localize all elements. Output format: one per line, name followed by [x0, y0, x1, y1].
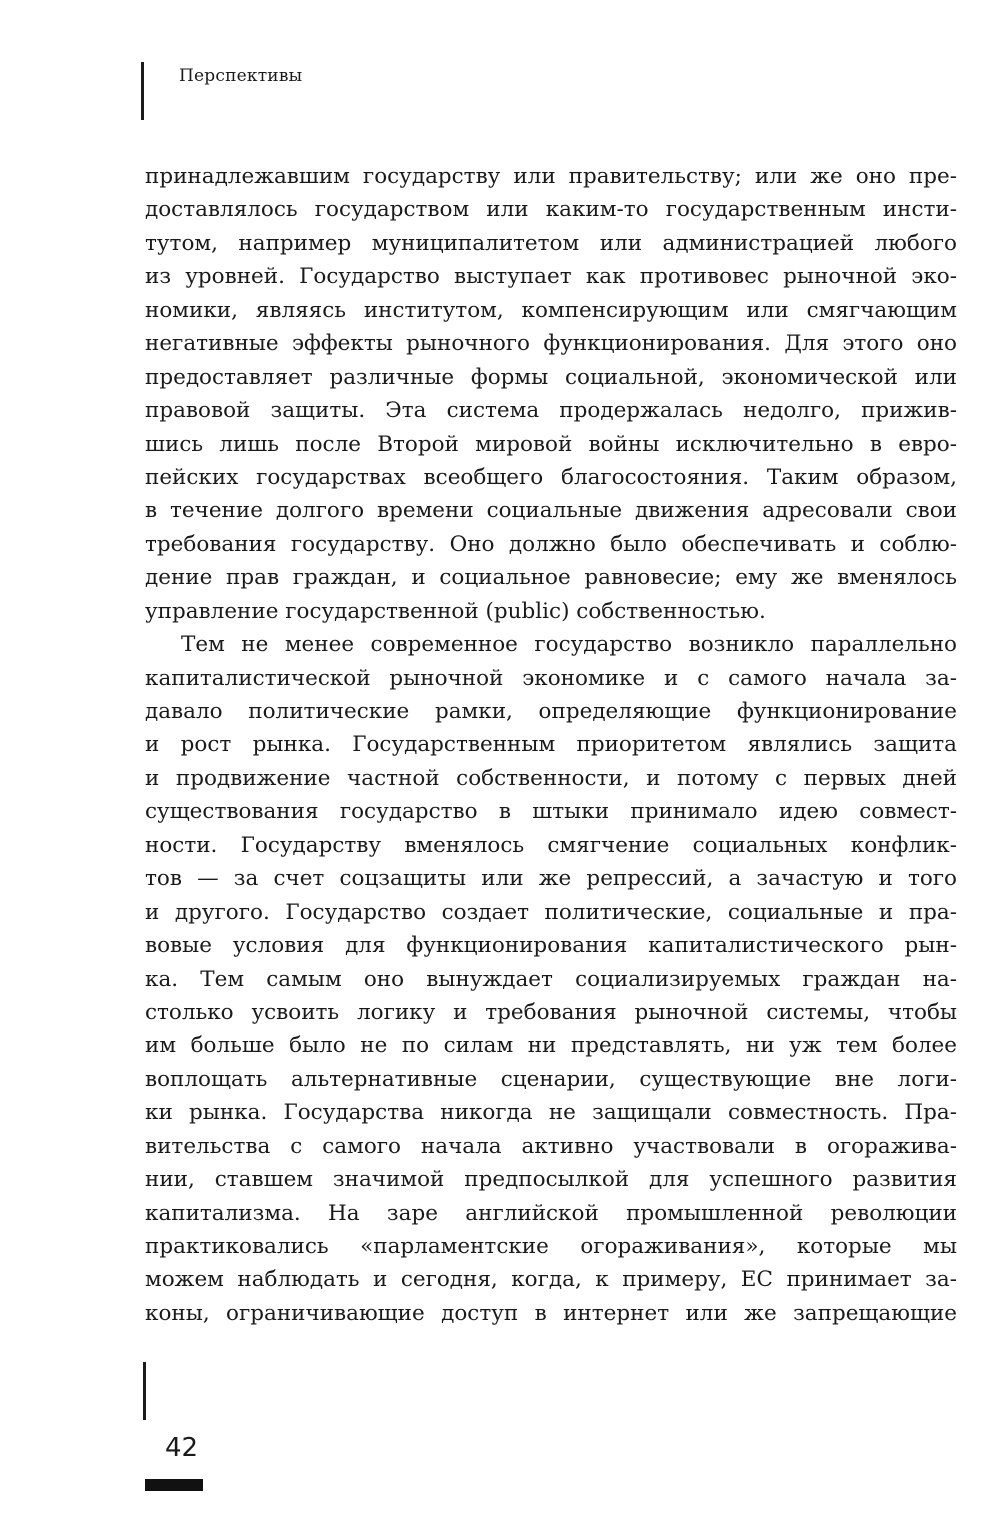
body-text [145, 160, 957, 1330]
text-line: негативные эффекты рыночного функционирования. Для этого оно [145, 331, 957, 357]
text-line: и другого. Государство создает политические, социальные и пра- [145, 899, 957, 925]
page-number: 42 [165, 1433, 199, 1463]
text-line: нии, ставшем значимой предпосылкой для успешного развития [145, 1167, 957, 1193]
text-line: требования государству. Оно должно было обеспечивать и соблю- [145, 531, 957, 557]
footer-vertical-rule [143, 1362, 146, 1420]
text-line: можем наблюдать и сегодня, когда, к примеру, ЕС принимает за- [145, 1267, 957, 1293]
text-line: вительства с самого начала активно участвовали в огоражива- [145, 1133, 957, 1159]
text-line: управление государственной (public) собственностью. [145, 598, 766, 624]
text-line: капиталистической рыночной экономике и с самого начала за- [145, 665, 957, 691]
text-line: в течение долгого времени социальные движения адресовали свои [145, 498, 957, 524]
paragraph [145, 628, 957, 1330]
text-line: тутом, например муниципалитетом или администрацией любого [145, 230, 957, 256]
text-line: номики, являясь институтом, компенсирующим или смягчающим [145, 297, 957, 323]
text-line: ки рынка. Государства никогда не защищали совместность. Пра- [145, 1100, 957, 1126]
text-line: Тем не менее современное государство возникло параллельно [181, 632, 957, 658]
text-line: давало политические рамки, определяющие функционирование [145, 699, 957, 724]
text-line: практиковались «парламентские огораживания», которые мы [145, 1234, 957, 1259]
text-line: и рост рынка. Государственным приоритетом являлись защита [145, 732, 957, 758]
text-line: и продвижение частной собственности, и потому с первых дней [145, 765, 957, 791]
text-line: коны, ограничивающие доступ в интернет или же запрещающие [145, 1300, 957, 1326]
text-line: столько усвоить логику и требования рыночной системы, чтобы [145, 999, 957, 1025]
text-line: шись лишь после Второй мировой войны исключительно в евро- [145, 431, 957, 457]
text-line: ка. Тем самым оно вынуждает социализируемых граждан на- [145, 966, 957, 992]
text-line: вовые условия для функционирования капиталистического рын- [145, 933, 957, 959]
text-line: тов — за счет соцзащиты или же репрессий, а зачастую и того [145, 866, 957, 892]
text-line: предоставляет различные формы социальной, экономической или [145, 364, 957, 390]
text-line: принадлежавшим государству или правительству; или же оно пре- [145, 164, 957, 189]
paragraph [145, 160, 957, 628]
page-number-bar [145, 1479, 203, 1491]
text-line: из уровней. Государство выступает как противовес рыночной эко- [145, 264, 957, 290]
running-head-title: Перспективы [179, 66, 303, 86]
header-vertical-rule [141, 62, 144, 120]
text-line: существования государство в штыки принимало идею совмест- [145, 799, 957, 825]
text-line: капитализма. На заре английской промышленной революции [145, 1200, 957, 1226]
text-line: им больше было не по силам ни представлять, ни уж тем более [145, 1033, 957, 1059]
text-line: правовой защиты. Эта система продержалась недолго, прижив- [145, 398, 957, 424]
text-line: воплощать альтернативные сценарии, существующие вне логи- [145, 1066, 957, 1092]
text-line: доставлялось государством или каким-то государственным инсти- [145, 197, 957, 223]
text-line: пейских государствах всеобщего благосостояния. Таким образом, [145, 464, 957, 490]
text-line: ности. Государству вменялось смягчение социальных конфлик- [145, 832, 957, 858]
text-line: дение прав граждан, и социальное равновесие; ему же вменялось [145, 565, 957, 591]
